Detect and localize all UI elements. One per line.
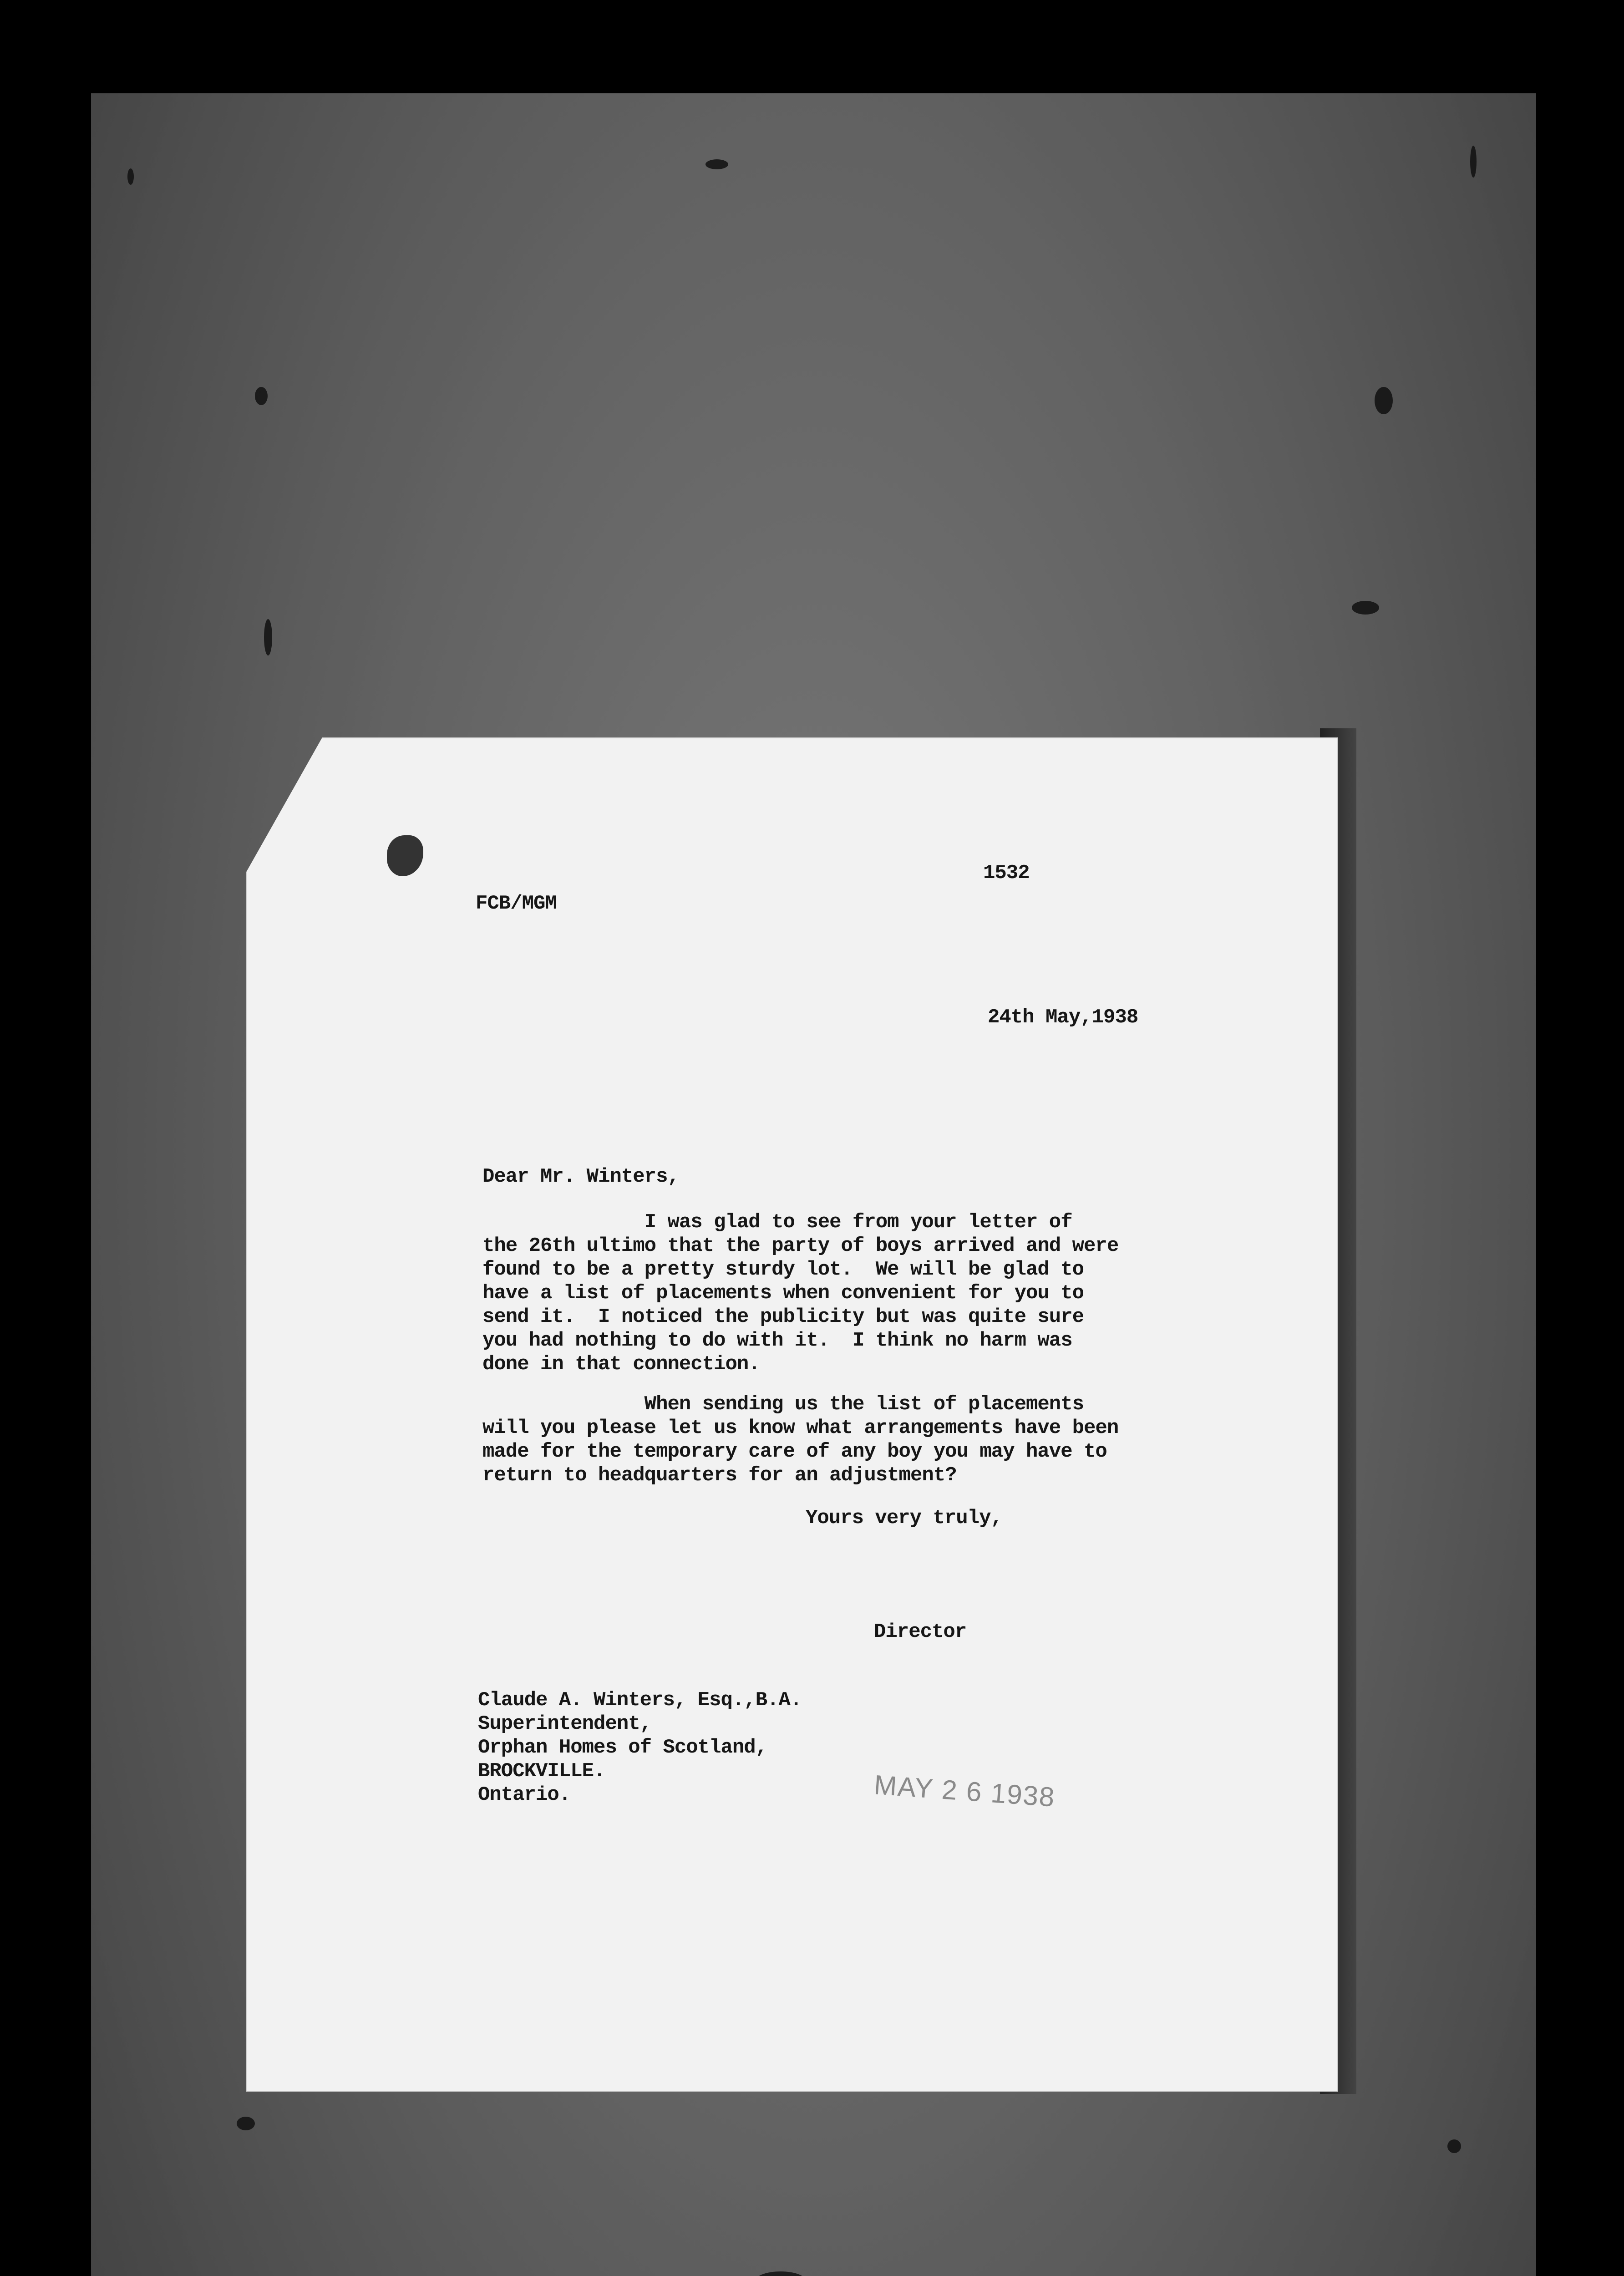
- salutation: Dear Mr. Winters,: [482, 1165, 679, 1188]
- board-speck: [1470, 146, 1477, 178]
- address-line: Claude A. Winters, Esq.,B.A.: [478, 1689, 802, 1712]
- paragraph-line: return to headquarters for an adjustment?: [482, 1464, 957, 1487]
- reference-initials: FCB/MGM: [476, 892, 557, 915]
- paragraph-line: done in that connection.: [482, 1353, 760, 1376]
- paragraph-line: found to be a pretty sturdy lot. We will be glad to: [482, 1258, 1084, 1281]
- board-speck: [1447, 2139, 1461, 2153]
- address-line: Ontario.: [478, 1783, 571, 1806]
- signatory-title: Director: [874, 1621, 967, 1643]
- board-speck: [255, 387, 268, 405]
- paragraph-line: send it. I noticed the publicity but was quite sure: [482, 1306, 1084, 1328]
- received-date-stamp: MAY 2 6 1938: [873, 1769, 1056, 1813]
- paragraph-line: made for the temporary care of any boy you may have to: [482, 1440, 1107, 1463]
- address-line: BROCKVILLE.: [478, 1760, 605, 1783]
- paragraph-line: When sending us the list of placements: [482, 1393, 1084, 1416]
- address-line: Orphan Homes of Scotland,: [478, 1736, 767, 1759]
- paragraph-line: I was glad to see from your letter of: [482, 1211, 1072, 1234]
- paragraph-line: will you please let us know what arrangements have been: [482, 1417, 1119, 1439]
- board-speck: [127, 168, 134, 185]
- paragraph-line: have a list of placements when convenient for you to: [482, 1282, 1084, 1305]
- closing: Yours very truly,: [806, 1507, 1002, 1529]
- paragraph-line: the 26th ultimo that the party of boys arrived and were: [482, 1235, 1119, 1257]
- letter-date: 24th May,1938: [988, 1006, 1138, 1029]
- board-speck: [1352, 601, 1379, 615]
- board-speck: [705, 159, 728, 169]
- board-speck: [1375, 387, 1393, 414]
- board-speck: [264, 619, 272, 655]
- paragraph-line: you had nothing to do with it. I think no harm was: [482, 1329, 1072, 1352]
- file-number: 1532: [983, 862, 1030, 884]
- board-speck: [237, 2117, 255, 2130]
- address-line: Superintendent,: [478, 1712, 652, 1735]
